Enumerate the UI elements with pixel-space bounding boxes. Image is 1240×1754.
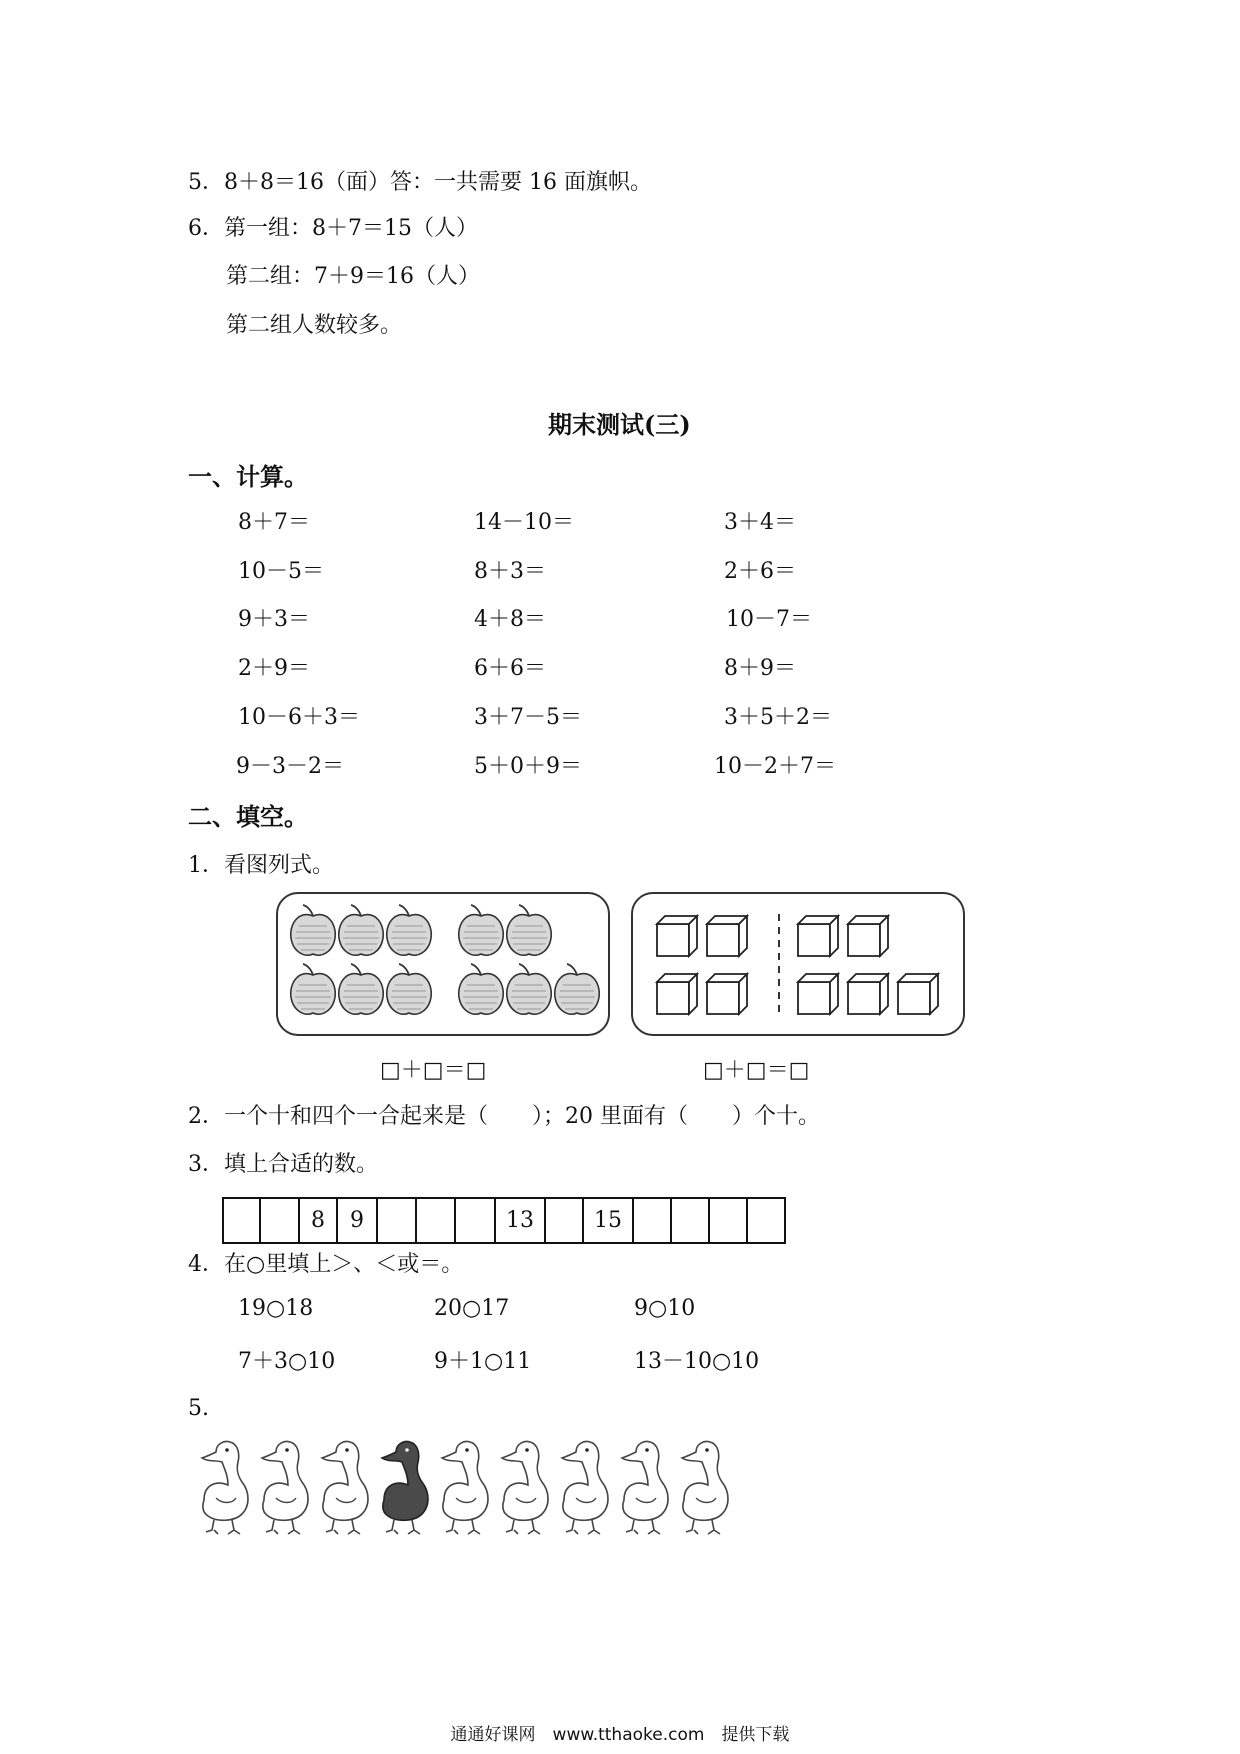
calc-item: 3＋7－5＝ bbox=[474, 705, 582, 730]
answer-6-line1: 6．第一组：8＋7＝15（人） bbox=[188, 216, 478, 241]
duck-highlighted bbox=[382, 1441, 428, 1534]
apple-row-2 bbox=[291, 964, 600, 1014]
number-cell[interactable] bbox=[670, 1197, 710, 1244]
ducks-illustration bbox=[190, 1440, 750, 1540]
number-cell: 15 bbox=[582, 1197, 634, 1244]
compare-item: 9○10 bbox=[634, 1296, 696, 1321]
calc-item: 9＋3＝ bbox=[238, 607, 310, 632]
q1-label: 1．看图列式。 bbox=[188, 853, 334, 878]
calc-item: 9－3－2＝ bbox=[236, 754, 344, 779]
duck bbox=[442, 1441, 488, 1534]
number-cell[interactable] bbox=[632, 1197, 672, 1244]
q4-label: 4．在○里填上＞、＜或＝。 bbox=[188, 1252, 464, 1277]
calc-item: 5＋0＋9＝ bbox=[474, 754, 582, 779]
cube-group-left bbox=[657, 916, 747, 1014]
answer-5: 5．8＋8＝16（面）答：一共需要 16 面旗帜。 bbox=[188, 170, 652, 195]
compare-item: 20○17 bbox=[434, 1296, 510, 1321]
compare-item: 7＋3○10 bbox=[238, 1349, 336, 1374]
calc-item: 10－6＋3＝ bbox=[238, 705, 360, 730]
calc-item: 10－2＋7＝ bbox=[714, 754, 836, 779]
calc-item: 3＋4＝ bbox=[724, 510, 796, 535]
answer-6-line3: 第二组人数较多。 bbox=[226, 313, 403, 338]
duck bbox=[262, 1441, 308, 1534]
duck bbox=[322, 1441, 368, 1534]
compare-item: 19○18 bbox=[238, 1296, 314, 1321]
calc-item: 8＋7＝ bbox=[238, 510, 310, 535]
section1-heading: 一、计算。 bbox=[188, 462, 308, 491]
calc-item: 3＋5＋2＝ bbox=[724, 705, 832, 730]
calc-item: 10－5＝ bbox=[238, 559, 324, 584]
duck bbox=[622, 1441, 668, 1534]
q2-label: 2．一个十和四个一合起来是（ ）；20 里面有（ ）个十。 bbox=[188, 1104, 820, 1129]
duck bbox=[562, 1441, 608, 1534]
q3-label: 3．填上合适的数。 bbox=[188, 1152, 378, 1177]
exam-title: 期末测试(三) bbox=[548, 410, 691, 439]
duck bbox=[202, 1441, 248, 1534]
apples-picture bbox=[276, 892, 610, 1036]
calc-item: 10－7＝ bbox=[726, 607, 812, 632]
calc-item: 6＋6＝ bbox=[474, 656, 546, 681]
cube-group-right bbox=[798, 916, 938, 1014]
number-cell[interactable] bbox=[415, 1197, 456, 1244]
duck bbox=[502, 1441, 548, 1534]
calc-item: 8＋3＝ bbox=[474, 559, 546, 584]
q5-label: 5. bbox=[188, 1396, 209, 1421]
number-cell[interactable] bbox=[746, 1197, 786, 1244]
number-cell[interactable] bbox=[376, 1197, 417, 1244]
number-cell: 9 bbox=[336, 1197, 378, 1244]
calc-item: 2＋9＝ bbox=[238, 656, 310, 681]
answer-6-line2: 第二组：7＋9＝16（人） bbox=[226, 264, 480, 289]
number-cell: 8 bbox=[298, 1197, 338, 1244]
calc-item: 2＋6＝ bbox=[724, 559, 796, 584]
formula-right: □＋□＝□ bbox=[703, 1058, 810, 1083]
apples-illustration bbox=[278, 894, 608, 1034]
number-cell[interactable] bbox=[259, 1197, 300, 1244]
number-cell[interactable] bbox=[222, 1197, 261, 1244]
formula-left: □＋□＝□ bbox=[380, 1058, 487, 1083]
compare-item: 13－10○10 bbox=[634, 1349, 760, 1374]
section2-heading: 二、填空。 bbox=[188, 802, 308, 831]
cubes-illustration bbox=[633, 894, 963, 1034]
calc-item: 14－10＝ bbox=[474, 510, 574, 535]
number-cell[interactable] bbox=[454, 1197, 496, 1244]
number-cell[interactable] bbox=[708, 1197, 748, 1244]
cubes-picture bbox=[631, 892, 965, 1036]
number-cell: 13 bbox=[494, 1197, 546, 1244]
calc-item: 8＋9＝ bbox=[724, 656, 796, 681]
number-cell[interactable] bbox=[544, 1197, 584, 1244]
compare-item: 9＋1○11 bbox=[434, 1349, 532, 1374]
calc-item: 4＋8＝ bbox=[474, 607, 546, 632]
apple-row-1 bbox=[291, 905, 552, 955]
duck bbox=[682, 1441, 728, 1534]
footer-text: 通通好课网 www.tthaoke.com 提供下载 bbox=[450, 1725, 790, 1745]
